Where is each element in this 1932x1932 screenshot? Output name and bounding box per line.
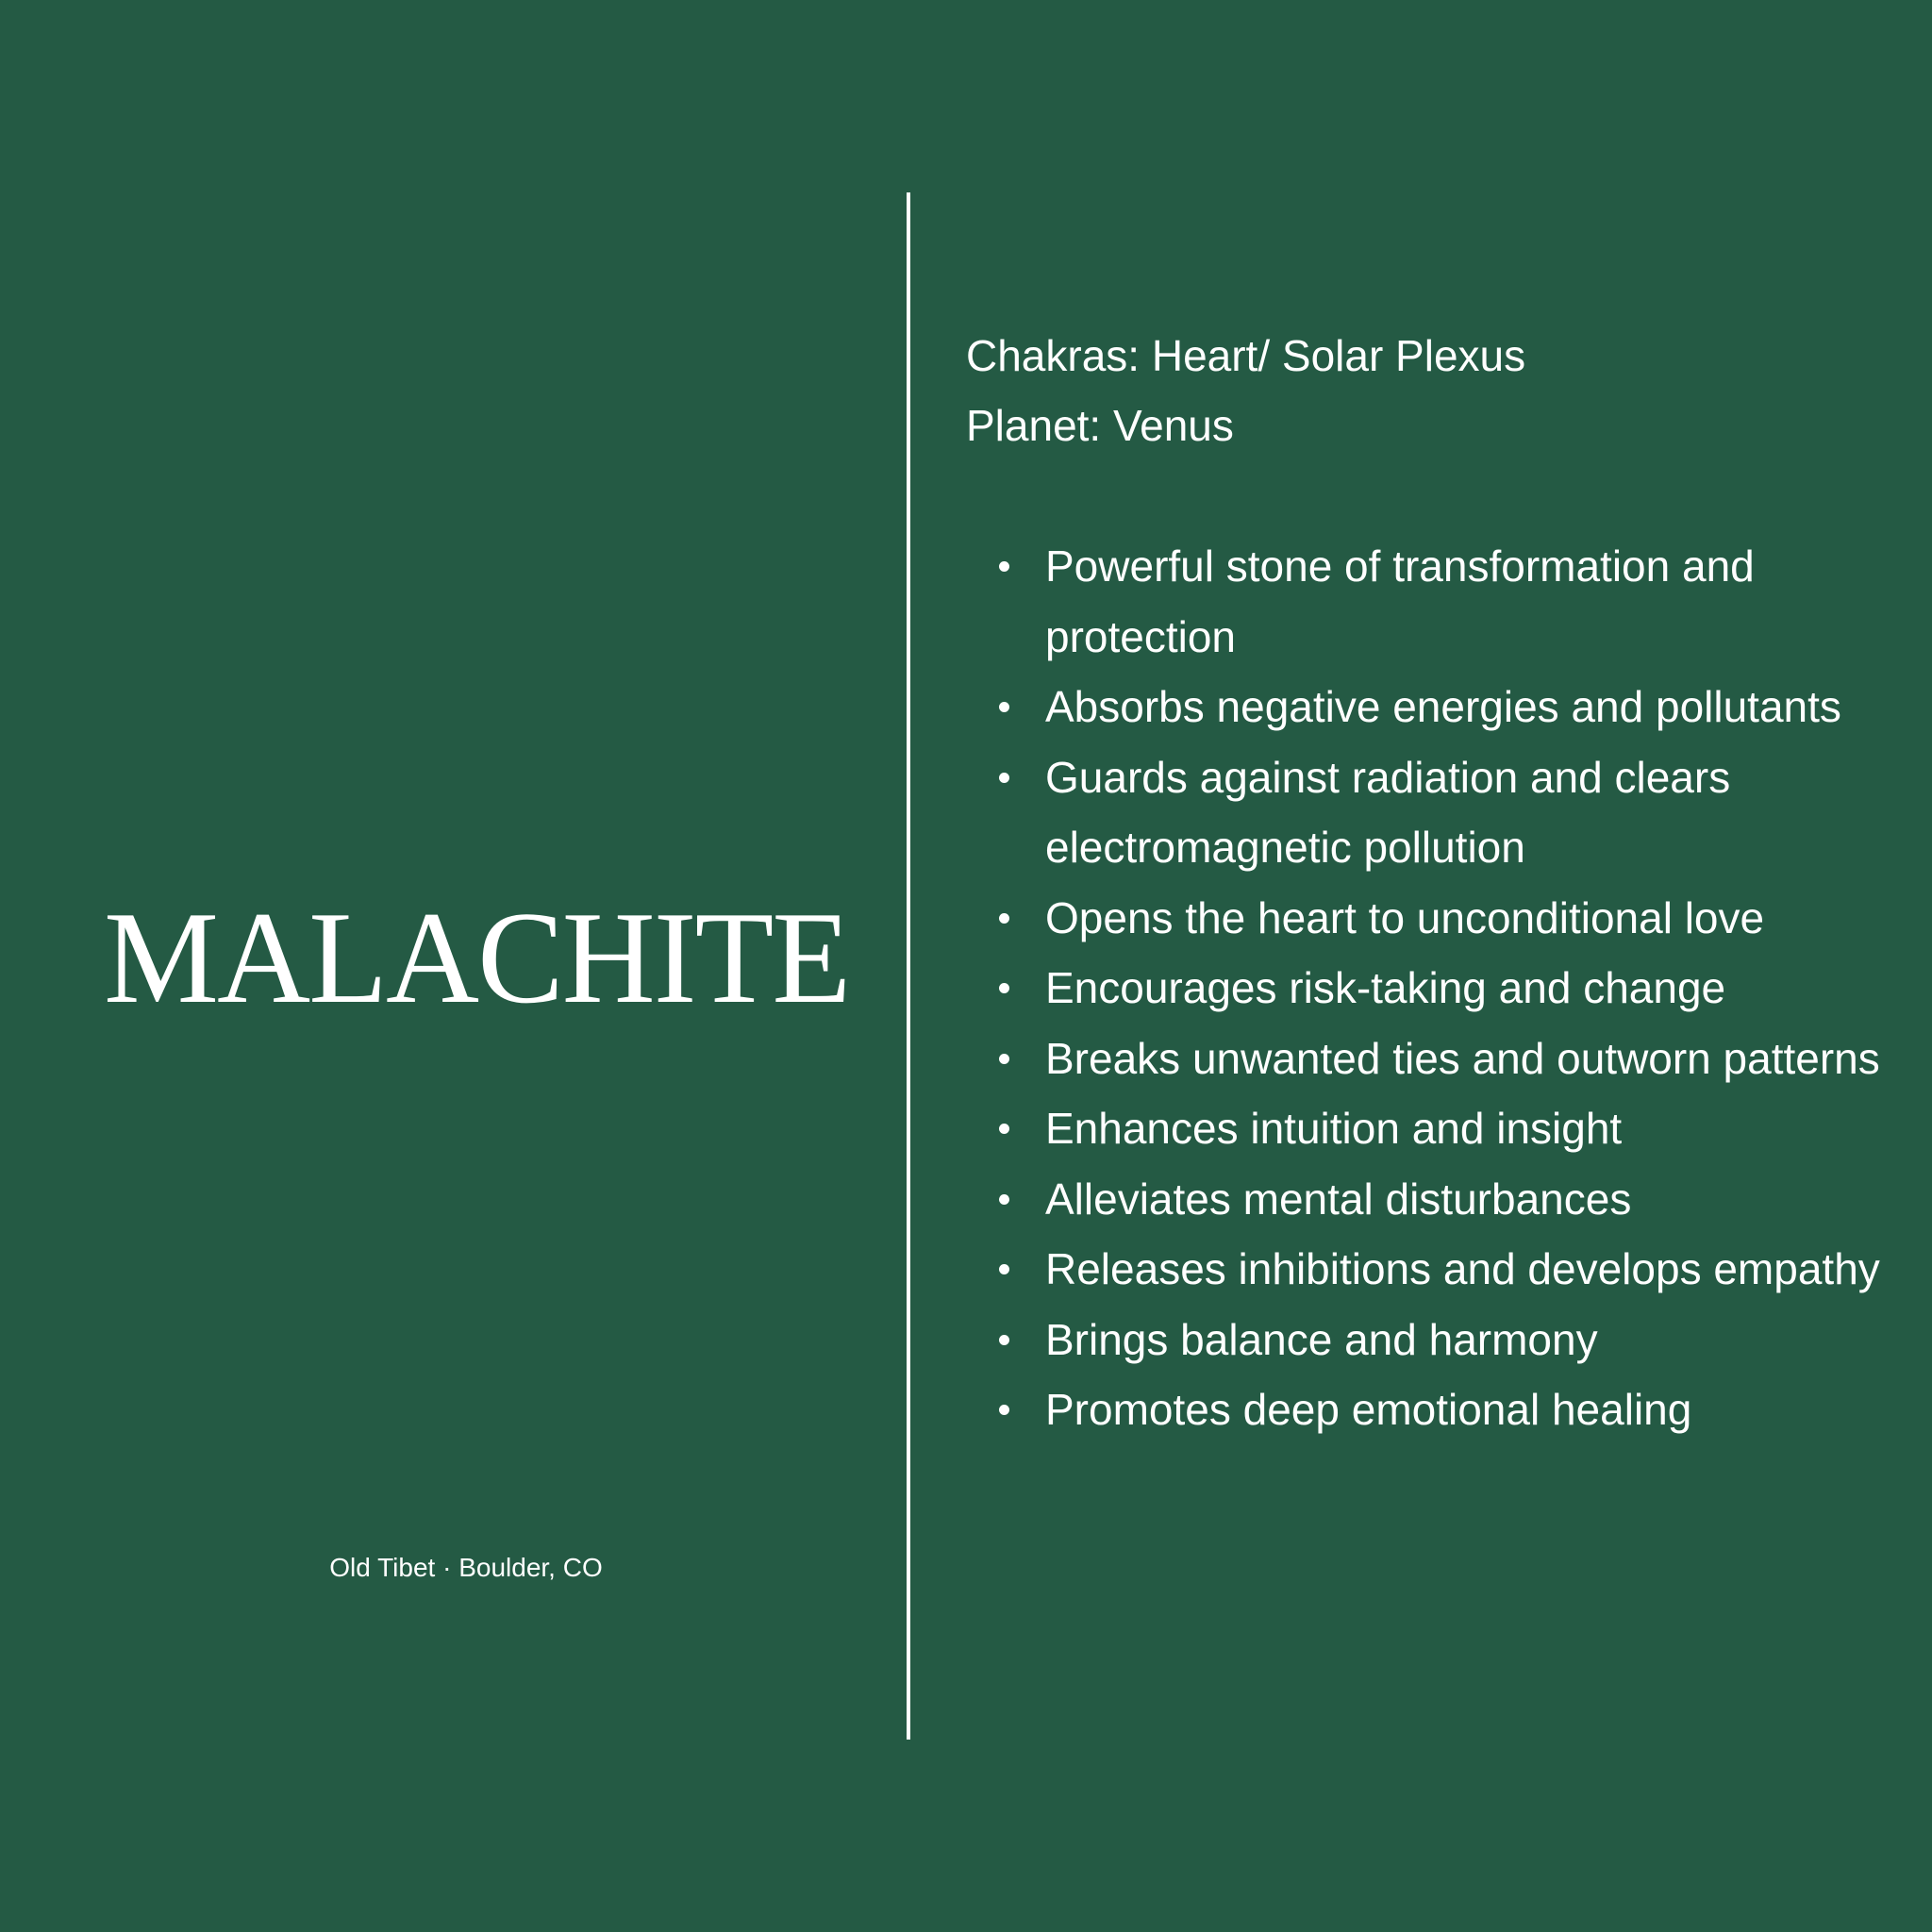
list-item xyxy=(966,531,1932,672)
bullet-icon xyxy=(999,1054,1009,1064)
bullet-icon xyxy=(999,1124,1009,1134)
bullet-icon xyxy=(999,983,1009,993)
property-text: Promotes deep emotional healing xyxy=(1045,1385,1692,1434)
property-text: Alleviates mental disturbances xyxy=(1045,1174,1632,1224)
stone-meta xyxy=(966,321,1890,460)
property-text: Releases inhibitions and develops empathy xyxy=(1045,1244,1880,1293)
bullet-icon xyxy=(999,1264,1009,1274)
bullet-icon xyxy=(999,913,1009,924)
stone-title: MALACHITE xyxy=(104,885,850,1031)
planet-line: Planet: Venus xyxy=(966,401,1234,450)
property-text: Powerful stone of transformation and protection xyxy=(1045,541,1755,661)
bullet-icon xyxy=(999,1335,1009,1345)
bullet-icon xyxy=(999,1405,1009,1415)
list-item xyxy=(966,953,1932,1024)
property-text: Encourages risk-taking and change xyxy=(1045,963,1726,1012)
property-text: Absorbs negative energies and pollutants xyxy=(1045,682,1841,731)
bullet-icon xyxy=(999,1194,1009,1205)
list-item xyxy=(966,1093,1932,1164)
property-text: Opens the heart to unconditional love xyxy=(1045,892,1765,942)
property-text: Breaks unwanted ties and outworn patterns xyxy=(1045,1033,1880,1083)
list-item xyxy=(966,1164,1932,1235)
vertical-divider xyxy=(907,192,910,1740)
list-item xyxy=(966,883,1932,954)
title-container xyxy=(104,885,850,1031)
property-text: Guards against radiation and clears electromagnetic pollution xyxy=(1045,752,1731,872)
list-item xyxy=(966,742,1932,883)
list-item xyxy=(966,1305,1932,1375)
list-item xyxy=(966,1024,1932,1094)
list-item xyxy=(966,1234,1932,1305)
property-text: Enhances intuition and insight xyxy=(1045,1104,1623,1153)
bullet-icon xyxy=(999,702,1009,712)
list-item xyxy=(966,1374,1932,1445)
bullet-icon xyxy=(999,561,1009,572)
property-text: Brings balance and harmony xyxy=(1045,1314,1598,1364)
bullet-icon xyxy=(999,773,1009,783)
list-item xyxy=(966,672,1932,742)
chakras-line: Chakras: Heart/ Solar Plexus xyxy=(966,331,1526,380)
properties-list xyxy=(966,531,1909,1445)
footer-location: Old Tibet · Boulder, CO xyxy=(329,1553,603,1582)
